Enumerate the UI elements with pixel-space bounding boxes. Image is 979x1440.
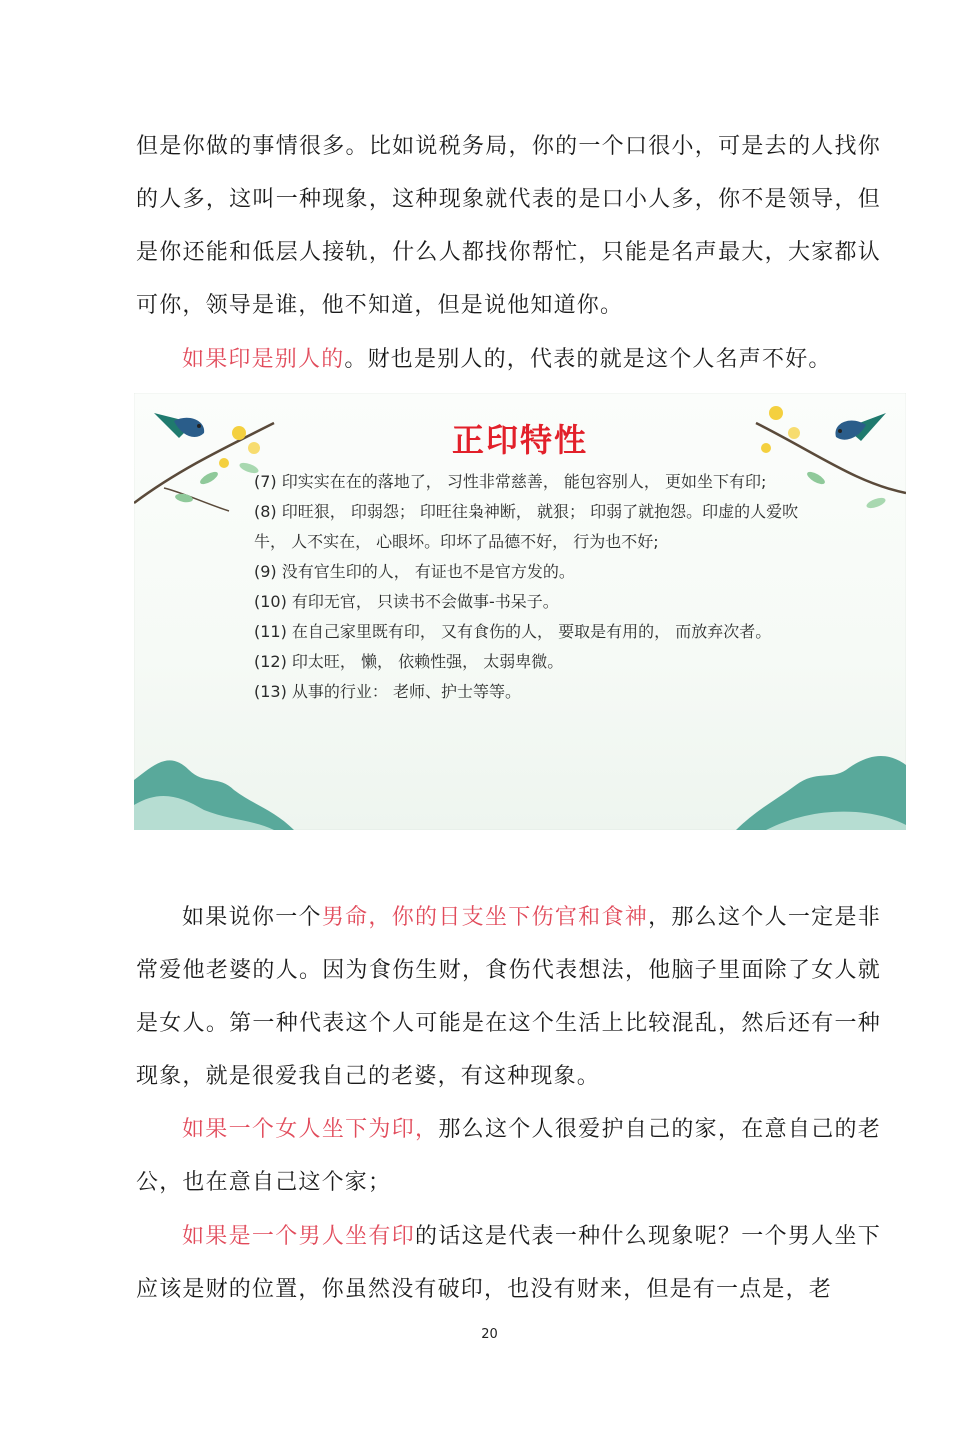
paragraph-3-after: ，那么这个人一定是非常爱他老婆的人。因为食伤生财，食伤代表想法，他脑子里面除了女人就是女人。第一种代表这个人可能是在这个生活上比较混乱，然后还有一种现象，就是很爱我自己的老婆，有这种现象。 bbox=[136, 905, 881, 1089]
paragraph-2-highlight: 如果印是别人的 bbox=[182, 347, 345, 372]
paragraph-3-highlight: 男命，你的日支坐下伤官和食神 bbox=[321, 905, 649, 930]
card-title: 正印特性 bbox=[451, 421, 588, 459]
page-number: 20 bbox=[481, 1327, 498, 1342]
paragraph-5-text: 的话这是代表一种什么现象呢？一个男人坐下应该是财的位置，你虽然没有破印，也没有财来，但是有一点是，老 bbox=[136, 1224, 881, 1302]
trait-item-12: (12) 印太旺， 懒， 依赖性强， 太弱卑微。 bbox=[254, 652, 564, 671]
zhengyin-traits-image bbox=[134, 393, 906, 830]
paragraph-5 bbox=[136, 1210, 881, 1316]
paragraph-1-text: 但是你做的事情很多。比如说税务局，你的一个口很小，可是去的人找你的人多，这叫一种现象，这种现象就代表的是口小人多，你不是领导，但是你还能和低层人接轨，什么人都找你帮忙，只能是名声最大，大家都认可你，领导是谁，他不知道，但是说他知道你。 bbox=[136, 134, 881, 318]
paragraph-5-highlight: 如果是一个男人坐有印 bbox=[182, 1224, 416, 1249]
trait-item-11: (11) 在自己家里既有印， 又有食伤的人， 要取是有用的， 而放弃次者。 bbox=[254, 622, 772, 641]
trait-item-9: (9) 没有官生印的人， 有证也不是官方发的。 bbox=[254, 562, 575, 581]
mountain-right-icon bbox=[736, 740, 906, 830]
trait-item-13: (13) 从事的行业： 老师、护士等等。 bbox=[254, 682, 522, 701]
trait-item-8: (8) 印旺狠， 印弱怨； 印旺往枭神断， 就狠； 印弱了就抱怨。印虚的人爱吹牛， 人不实在， 心眼坏。印坏了品德不好， 行为也不好; bbox=[254, 502, 799, 551]
mountain-left-icon bbox=[134, 740, 294, 830]
paragraph-2-text: 。财也是别人的，代表的就是这个人名声不好。 bbox=[344, 347, 832, 372]
traits-list bbox=[254, 467, 814, 707]
trait-item-7: (7) 印实实在在的落地了， 习性非常慈善， 能包容别人， 更如坐下有印; bbox=[254, 472, 767, 491]
paragraph-2 bbox=[136, 333, 881, 386]
paragraph-3 bbox=[136, 891, 881, 1103]
paragraph-3-before: 如果说你一个 bbox=[182, 905, 322, 930]
paragraph-1 bbox=[136, 120, 881, 332]
paragraph-4 bbox=[136, 1103, 881, 1209]
paragraph-4-text: 那么这个人很爱护自己的家，在意自己的老公，也在意自己这个家； bbox=[136, 1117, 881, 1195]
trait-item-10: (10) 有印无官， 只读书不会做事-书呆子。 bbox=[254, 592, 559, 611]
paragraph-4-highlight: 如果一个女人坐下为印， bbox=[182, 1117, 439, 1142]
